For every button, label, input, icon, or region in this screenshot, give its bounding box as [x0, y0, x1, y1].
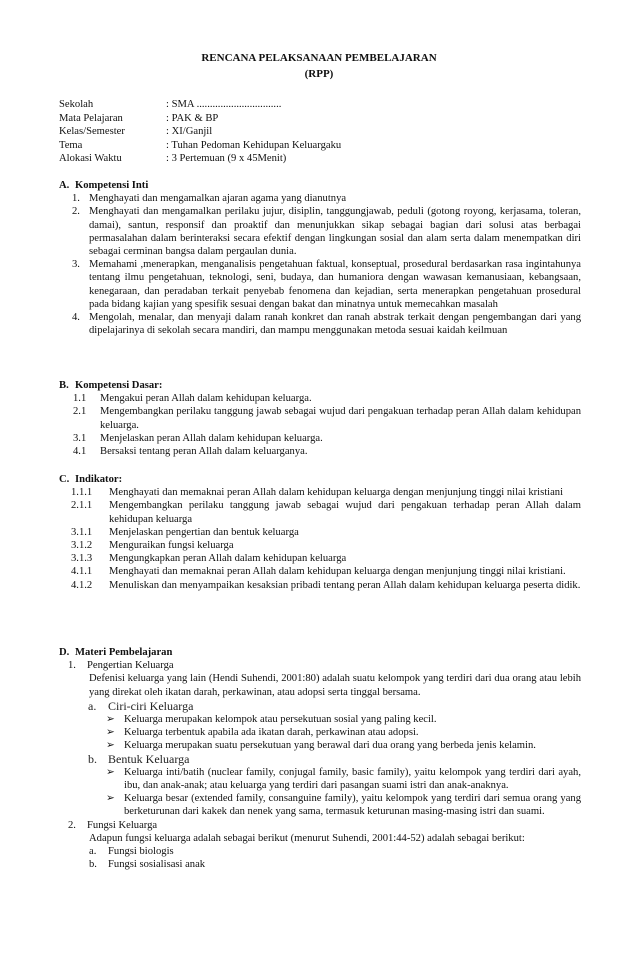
- list-item: [89, 858, 581, 871]
- item-number: 1.1: [73, 393, 87, 405]
- bullet-text: Keluarga merupakan suatu persekutuan yang berawal dari dua orang yang berbeda jenis kelamin.: [124, 740, 536, 752]
- list-item: [59, 432, 581, 445]
- identity-row: [59, 125, 599, 139]
- bullet-item: [106, 726, 581, 739]
- item-text: Menghayati dan mengamalkan perilaku jujur, disiplin, tanggungjawab, peduli (gotong royong, kerjasama, toleran, damai), santun, responsif dan proaktif dan menunjukkan sikap sebagai bagian dari solusi atas berbagai permasalahan dalam berinteraksi secara efektif dengan lingkungan sosial dan alam serta dalam menempatkan diri sebagai cerminan bangsa dalam pergaulan dunia.: [89, 206, 581, 258]
- subsection-number: 2.: [68, 819, 76, 831]
- item-text: Mengolah, menalar, dan menyaji dalam ranah konkret dan ranah abstrak terkait dengan pengembangan dari yang dipelajarinya di sekolah secara mandiri, dan mampu menggunakan metoda sesuai kaidah keilmuan: [89, 312, 581, 337]
- subheading-title: Ciri-ciri Keluarga: [108, 698, 194, 713]
- section-title: Kompetensi Dasar:: [75, 380, 163, 391]
- item-text: Menuliskan dan menyampaikan kesaksian pribadi tentang peran Allah dalam kehidupan keluarga peserta didik.: [109, 579, 581, 591]
- arrow-bullet-icon: ➢: [106, 714, 115, 726]
- list-item: [89, 845, 581, 858]
- subheading-bentuk: [88, 753, 581, 766]
- identity-value: : Tuhan Pedoman Kehidupan Keluargaku: [166, 139, 342, 151]
- item-number: 3.1.1: [71, 526, 93, 538]
- arrow-bullet-icon: ➢: [106, 740, 115, 752]
- item-number: 4.1: [73, 446, 87, 458]
- subsection-heading: [68, 819, 581, 832]
- subsection-number: 1.: [68, 660, 76, 672]
- identity-row: [59, 139, 599, 153]
- item-text: Mengungkapkan peran Allah dalam kehidupan keluarga: [109, 553, 347, 565]
- subsection-title: Pengertian Keluarga: [87, 660, 174, 672]
- item-number: 4.: [72, 312, 80, 324]
- list-item: [59, 486, 581, 499]
- item-number: 3.1: [73, 432, 87, 444]
- item-text: Mengembangkan perilaku tanggung jawab sebagai wujud dari pengakuan terhadap peran Allah dalam kehidupan keluarga: [109, 500, 581, 525]
- item-text: Menguraikan fungsi keluarga: [109, 540, 234, 552]
- item-letter: b.: [89, 859, 97, 871]
- item-letter: a.: [89, 846, 97, 858]
- item-number: 2.: [72, 206, 80, 218]
- item-number: 2.1.1: [71, 500, 93, 512]
- identity-row: [59, 112, 599, 126]
- paragraph: Defenisi keluarga yang lain (Hendi Suhendi, 2001:80) adalah suatu kelompok yang terdiri dari dua orang atau lebih yang direkat oleh ikatan darah, perkawinan, atau adopsi serta tinggal bersama.: [89, 673, 581, 698]
- section-letter: D.: [59, 647, 70, 658]
- item-text: Menghayati dan memaknai peran Allah dalam kehidupan keluarga dengan menjunjung tinggi nilai kristiani: [109, 487, 564, 499]
- identity-value: : SMA ................................: [166, 99, 282, 110]
- list-item: [59, 192, 581, 205]
- item-text: Menjelaskan pengertian dan bentuk keluarga: [109, 526, 299, 538]
- identity-value: : XI/Ganjil: [166, 126, 213, 138]
- list-item: [59, 565, 581, 578]
- identity-key: Tema: [59, 139, 83, 151]
- list-item: [59, 499, 581, 525]
- section-heading: [59, 646, 581, 659]
- item-text: Menjelaskan peran Allah dalam kehidupan keluarga.: [100, 432, 323, 444]
- item-number: 3.1.3: [71, 553, 93, 565]
- bullet-text: Keluarga besar (extended family, consanguine family), yaitu kelompok yang terdiri dari semua orang yang berketurunan dari kakek dan nenek yang sama, termasuk keturunan masing-masing istri dan suami.: [124, 793, 581, 818]
- list-item: [59, 392, 581, 405]
- item-text: Fungsi biologis: [108, 846, 174, 858]
- identity-value: : PAK & BP: [166, 112, 219, 124]
- list-item: [59, 539, 581, 552]
- bullet-text: Keluarga terbentuk apabila ada ikatan darah, perkawinan atau adopsi.: [124, 727, 419, 739]
- bullet-text: Keluarga inti/batih (nuclear family, conjugal family, basic family), yaitu kelompok yang terdiri dari ayah, ibu, dan anak-anak; atau keluarga yang terdiri dari pasangan suami istri dan anak-anaknya.: [124, 766, 581, 792]
- list-item: [59, 205, 581, 258]
- item-text: Mengakui peran Allah dalam kehidupan keluarga.: [100, 393, 312, 405]
- item-text: Mengembangkan perilaku tanggung jawab sebagai wujud dari pengakuan terhadap peran Allah dalam kehidupan keluarga.: [100, 406, 581, 431]
- item-number: 2.1: [73, 406, 87, 418]
- identity-row: [59, 152, 599, 166]
- item-number: 1.1.1: [71, 487, 93, 499]
- identity-key: Kelas/Semester: [59, 126, 125, 138]
- subheading-title: Bentuk Keluarga: [108, 751, 190, 766]
- section-kompetensi-dasar: [59, 379, 581, 458]
- paragraph: Adapun fungsi keluarga adalah sebagai berikut (menurut Suhendi, 2001:44-52) adalah sebagai berikut:: [89, 832, 525, 844]
- section-kompetensi-inti: [59, 179, 581, 337]
- identity-key: Alokasi Waktu: [59, 153, 122, 165]
- item-number: 4.1.1: [71, 566, 93, 578]
- list-item: [59, 526, 581, 539]
- subheading-letter: b.: [88, 751, 97, 766]
- item-number: 1.: [72, 193, 80, 205]
- identity-value: : 3 Pertemuan (9 x 45Menit): [166, 153, 287, 165]
- bullet-item: [106, 713, 581, 726]
- bullet-item: [106, 792, 581, 818]
- arrow-bullet-icon: ➢: [106, 727, 115, 739]
- list-item: [59, 258, 581, 311]
- item-text: Fungsi sosialisasi anak: [108, 859, 206, 871]
- item-number: 3.: [72, 259, 80, 271]
- item-number: 4.1.2: [71, 579, 93, 591]
- identity-key: Sekolah: [59, 99, 94, 110]
- list-item: [59, 445, 581, 458]
- section-title: Materi Pembelajaran: [75, 647, 173, 658]
- arrow-bullet-icon: ➢: [106, 766, 115, 778]
- document-title: RENCANA PELAKSANAAN PEMBELAJARAN: [201, 52, 437, 64]
- section-title: Indikator:: [75, 474, 123, 485]
- identity-row: [59, 98, 599, 112]
- subsection-heading: [68, 659, 581, 672]
- item-text: Menghayati dan mengamalkan ajaran agama yang dianutnya: [89, 193, 347, 205]
- item-text: Bersaksi tentang peran Allah dalam keluarganya.: [100, 446, 308, 458]
- bullet-item: [106, 739, 581, 752]
- document-subtitle: (RPP): [304, 68, 334, 80]
- section-heading: [59, 379, 581, 392]
- identity-table: [59, 98, 599, 166]
- section-letter: B.: [59, 380, 69, 391]
- section-indikator: [59, 473, 581, 592]
- item-text: Menghayati dan memaknai peran Allah dalam kehidupan keluarga dengan menjunjung tinggi nilai kristiani.: [109, 566, 566, 578]
- subheading-ciri-ciri: [88, 700, 581, 713]
- bullet-text: Keluarga merupakan kelompok atau persekutuan sosial yang paling kecil.: [124, 714, 437, 726]
- section-title: Kompetensi Inti: [75, 180, 149, 191]
- item-number: 3.1.2: [71, 540, 93, 552]
- list-item: [59, 405, 581, 431]
- bullet-item: [106, 766, 581, 792]
- section-letter: A.: [59, 180, 70, 191]
- section-heading: [59, 473, 581, 486]
- arrow-bullet-icon: ➢: [106, 793, 115, 805]
- section-materi-pembelajaran: [59, 646, 581, 871]
- subsection-title: Fungsi Keluarga: [87, 819, 158, 831]
- list-item: [59, 579, 581, 592]
- item-text: Memahami ,menerapkan, menganalisis pengetahuan faktual, konseptual, prosedural berdasarkan rasa ingintahunya tentang ilmu pengetahuan, teknologi, seni, budaya, dan humaniora dengan wawasan kemanusiaan, kebangsaan, kenegaraan, dan peradaban terkait penyebab fenomena dan kejadian, serta menerapkan pengetahuan prosedural pada bidang kajian yang spesifik sesuai dengan bakat dan minatnya untuk memecahkan masalah: [89, 259, 581, 310]
- section-letter: C.: [59, 474, 70, 485]
- identity-key: Mata Pelajaran: [59, 112, 123, 124]
- section-heading: [59, 179, 581, 192]
- list-item: [59, 311, 581, 337]
- subheading-letter: a.: [88, 698, 97, 713]
- list-item: [59, 552, 581, 565]
